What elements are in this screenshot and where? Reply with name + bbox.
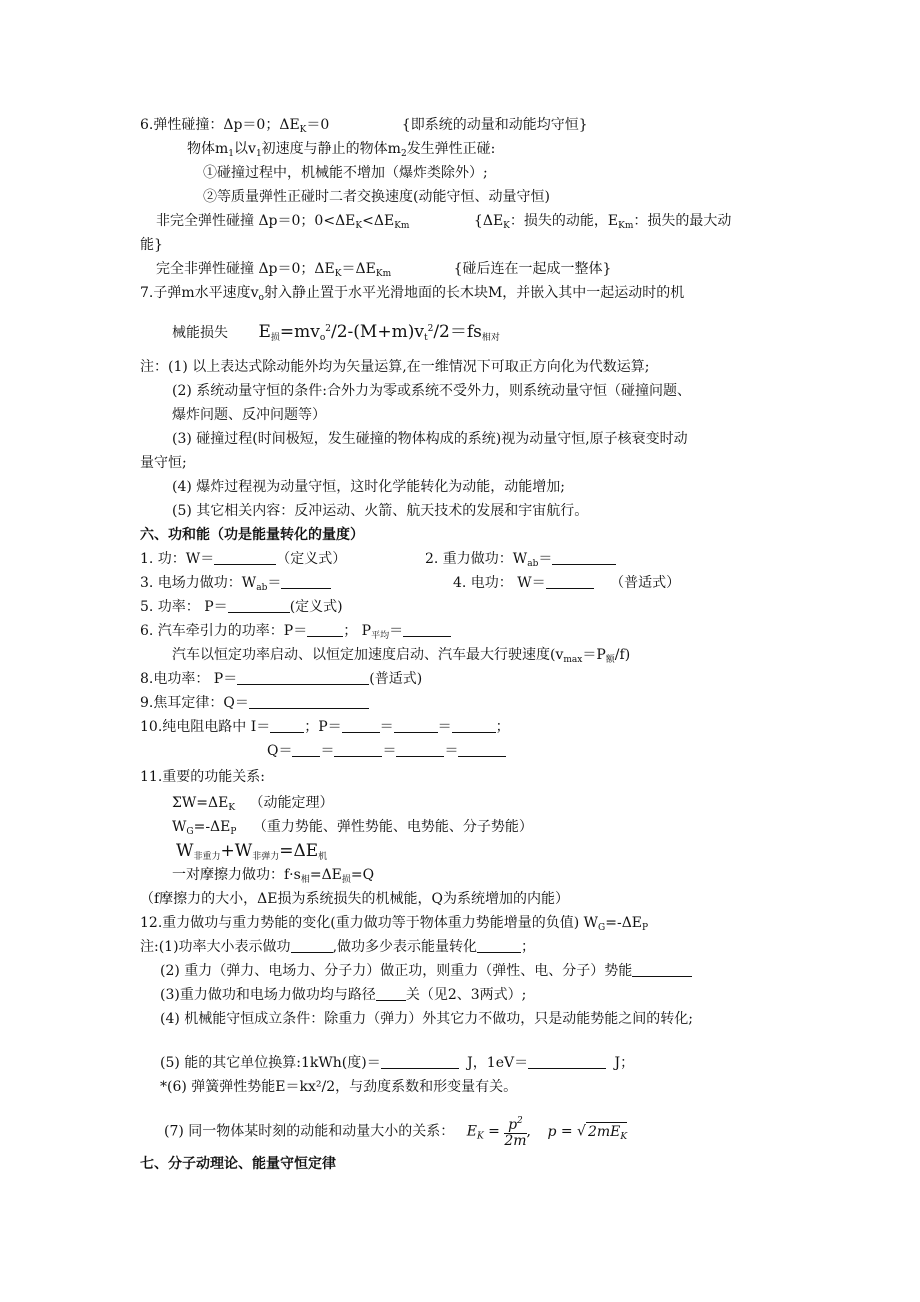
work-line-1: 1. 功：W＝ （定义式）	[140, 551, 347, 567]
relation-kinetic: $\Sigma W=\Delta E_K$ （动能定理）	[172, 795, 334, 813]
note-1: 注：(1) 以上表达式除动能外均为矢量运算,在一维情况下可取正方向化为代数运算;	[140, 359, 650, 375]
elastic-collision-line: 6.弹性碰撞：Δp＝0；$\Delta E_K=0$ {即系统的动量和动能均守恒}	[140, 117, 588, 135]
note-5: (5) 其它相关内容：反冲运动、火箭、航天技术的发展和宇宙航行。	[172, 503, 589, 519]
elastic-item-1: ①碰撞过程中，机械能不增加（爆炸类除外）;	[203, 165, 488, 181]
work-line-10-q: Q＝ ＝ ＝ ＝	[267, 742, 506, 760]
note-3a: (3) 碰撞过程(时间极短，发生碰撞的物体构成的系统)视为动量守恒,原子核衰变时动	[172, 431, 688, 447]
note-2a: (2) 系统动量守恒的条件:合外力为零或系统不受外力，则系统动量守恒（碰撞问题、	[172, 383, 691, 399]
work-line-11: 11.重要的功能关系:	[140, 769, 265, 785]
comment-2: (2) 重力（弹力、电场力、分子力）做正功，则重力（弹性、电、分子）势能	[160, 962, 692, 980]
comment-5: (5) 能的其它单位换算:1kWh(度)＝ J，1eV＝ J；	[160, 1055, 635, 1071]
elastic-objects-line: 物体$m_1$以$v_1$初速度与静止的物体$m_2$发生弹性正碰:	[187, 141, 496, 159]
comment-7: (7) 同一物体某时刻的动能和动量大小的关系： $E_K$ = $\frac{p^2}{2m}$ , p = √ $2mE_K$	[164, 1116, 628, 1149]
comment-4: (4) 机械能守恒成立条件：除重力（弹力）外其它力不做功，只是动能势能之间的转化;	[160, 1011, 693, 1027]
inelastic-tail: 能}	[140, 237, 163, 253]
work-line-8: 8.电功率： P＝ (普适式)	[140, 671, 423, 687]
section-heading-work-energy: 六、功和能（功是能量转化的量度）	[140, 527, 364, 543]
note-4: (4) 爆炸过程视为动量守恒，这时化学能转化为动能，动能增加;	[172, 479, 565, 495]
note-3b: 量守恒;	[140, 455, 187, 471]
bullet-line: 7.子弹m水平速度$v_o$射入静止置于水平光滑地面的长木块M，并嵌入其中一起运动时的机	[140, 285, 685, 303]
work-line-10: 10.纯电阻电路中 I＝ ；P＝ ＝ ＝ ；	[140, 719, 510, 735]
energy-loss-line: 械能损失 $E_损=mv_o^2/2-(M+m)v_t^2/2=fs_{相对}$	[172, 322, 500, 343]
work-line-2: 2. 重力做功：$W_{ab}=$	[425, 550, 616, 573]
comment-1: 注:(1)功率大小表示做功 ,做功多少表示能量转化 ；	[140, 939, 536, 955]
comment-6: *(6) 弹簧弹性势能E＝kx²/2，与劲度系数和形变量有关。	[160, 1079, 518, 1095]
perfect-inelastic-line: 完全非弹性碰撞 Δp＝0；$\Delta E_K=\Delta E_{Km}$ {碰后连在一起成一整体}	[156, 261, 612, 279]
kinetic-momentum-formula: $E_K$ = $\frac{p^2}{2m}$ , p = √ $2mE_K$	[466, 1116, 628, 1149]
section-heading-molecular: 七、分子动理论、能量守恒定律	[140, 1156, 336, 1172]
work-line-5: 5. 功率： P＝ (定义式)	[140, 599, 343, 615]
relation-mechanical: $W_{非重力}+W_{非弹力}=\Delta E_机$	[176, 841, 328, 862]
energy-loss-formula: $E_损=mv_o^2/2-(M+m)v_t^2/2=fs_{相对}$	[258, 322, 500, 343]
work-line-9: 9.焦耳定律：Q＝	[140, 694, 369, 712]
work-line-4: 4. 电功： W＝ （普适式）	[453, 575, 681, 591]
comment-3: (3)重力做功和电场力做功均与路径 关（见2、3两式）;	[160, 987, 527, 1003]
relation-friction: 一对摩擦力做功：$f\cdot s_相=\Delta E_损=Q$	[172, 867, 375, 885]
relation-friction-note: （f摩擦力的大小，ΔE损为系统损失的机械能，Q为系统增加的内能）	[140, 891, 569, 907]
work-line-12: 12.重力做功与重力势能的变化(重力做功等于物体重力势能增量的负值) $W_G=-\Delta E_P$	[140, 915, 649, 933]
elastic-item-2: ②等质量弹性正碰时二者交换速度(动能守恒、动量守恒)	[203, 189, 550, 205]
work-line-6: 6. 汽车牵引力的功率：P＝ ； $P_{平均}=$	[140, 622, 451, 645]
inelastic-line: 非完全弹性碰撞 Δp＝0；$0<\Delta E_K<\Delta E_{Km}$ {$\Delta E_K$：损失的动能，$E_{Km}$：损失的最大动	[156, 213, 732, 231]
note-2b: 爆炸问题、反冲问题等）	[172, 407, 326, 423]
relation-potential: $W_G=-\Delta E_P$ （重力势能、弹性势能、电势能、分子势能）	[172, 819, 533, 837]
work-line-3: 3. 电场力做功：$W_{ab}=$	[140, 574, 331, 597]
car-start-line: 汽车以恒定功率启动、以恒定加速度启动、汽车最大行驶速度$(v_{max}=P_额/f)$	[172, 647, 631, 665]
